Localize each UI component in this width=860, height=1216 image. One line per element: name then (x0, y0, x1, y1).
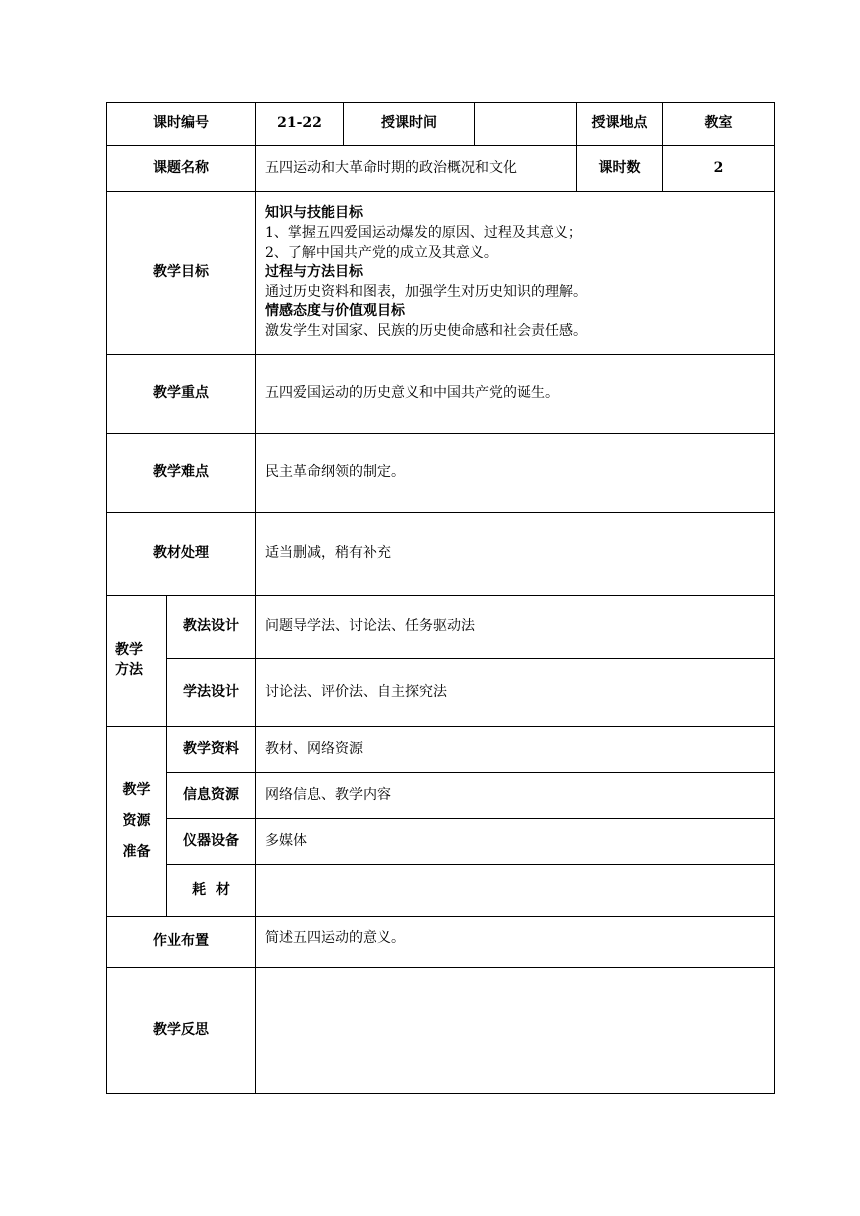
goal-item: 1、掌握五四爱国运动爆发的原因、过程及其意义； (265, 225, 582, 242)
difficulties-value: 民主革命纲领的制定。 (256, 434, 775, 513)
goal-heading-knowledge: 知识与技能目标 (265, 205, 363, 222)
teaching-data-value: 教材、网络资源 (256, 727, 775, 773)
row-homework (107, 917, 775, 968)
materials-processing-label: 教材处理 (107, 513, 256, 596)
topic-value: 五四运动和大革命时期的政治概况和文化 (256, 146, 577, 192)
row-teaching-data (107, 727, 775, 773)
lesson-hours-value: 2 (663, 146, 775, 192)
teaching-time-value (475, 103, 577, 146)
topic-label: 课题名称 (107, 146, 256, 192)
row-topic (107, 146, 775, 192)
lesson-plan-table (106, 102, 775, 1094)
row-key-points (107, 355, 775, 434)
info-resources-value: 网络信息、教学内容 (256, 773, 775, 819)
row-lesson-info (107, 103, 775, 146)
lesson-number-value: 21-22 (256, 103, 344, 146)
methods-label-line: 方法 (115, 662, 143, 678)
row-materials-processing (107, 513, 775, 596)
reflection-label: 教学反思 (107, 968, 256, 1094)
materials-processing-value: 适当删减，稍有补充 (256, 513, 775, 596)
methods-label-line: 教学 (115, 642, 143, 659)
row-teaching-method (107, 596, 775, 659)
goal-item: 激发学生对国家、民族的历史使命感和社会责任感。 (265, 322, 587, 339)
difficulties-label: 教学难点 (107, 434, 256, 513)
equipment-value: 多媒体 (256, 819, 775, 865)
resources-label (107, 727, 167, 917)
row-consumables (107, 865, 775, 917)
key-points-value: 五四爱国运动的历史意义和中国共产党的诞生。 (256, 355, 775, 434)
key-points-label: 教学重点 (107, 355, 256, 434)
reflection-value (256, 968, 775, 1094)
goals-label: 教学目标 (107, 192, 256, 355)
consumables-label: 耗 材 (167, 865, 256, 917)
goal-item: 通过历史资料和图表，加强学生对历史知识的理解。 (265, 283, 587, 300)
resources-label-line: 准备 (122, 844, 151, 860)
equipment-label: 仪器设备 (167, 819, 256, 865)
resources-label-line: 教学 (122, 782, 151, 798)
teaching-place-value: 教室 (663, 103, 775, 146)
learning-method-value: 讨论法、评价法、自主探究法 (256, 659, 775, 727)
lesson-hours-label: 课时数 (577, 146, 663, 192)
consumables-value (256, 865, 775, 917)
teaching-method-value: 问题导学法、讨论法、任务驱动法 (256, 596, 775, 659)
goal-heading-process: 过程与方法目标 (265, 264, 363, 281)
methods-label (107, 596, 167, 727)
row-goals (107, 192, 775, 355)
homework-value: 简述五四运动的意义。 (256, 917, 775, 968)
info-resources-label: 信息资源 (167, 773, 256, 819)
teaching-time-label: 授课时间 (344, 103, 475, 146)
resources-label-line: 资源 (122, 813, 151, 829)
goals-content (256, 192, 775, 355)
row-info-resources (107, 773, 775, 819)
teaching-place-label: 授课地点 (577, 103, 663, 146)
row-difficulties (107, 434, 775, 513)
lesson-number-label: 课时编号 (107, 103, 256, 146)
row-reflection (107, 968, 775, 1094)
learning-method-label: 学法设计 (167, 659, 256, 727)
goal-heading-emotion: 情感态度与价值观目标 (265, 303, 405, 320)
teaching-data-label: 教学资料 (167, 727, 256, 773)
row-equipment (107, 819, 775, 865)
goal-item: 2、了解中国共产党的成立及其意义。 (265, 244, 498, 261)
row-learning-method (107, 659, 775, 727)
homework-label: 作业布置 (107, 917, 256, 968)
teaching-method-label: 教法设计 (167, 596, 256, 659)
